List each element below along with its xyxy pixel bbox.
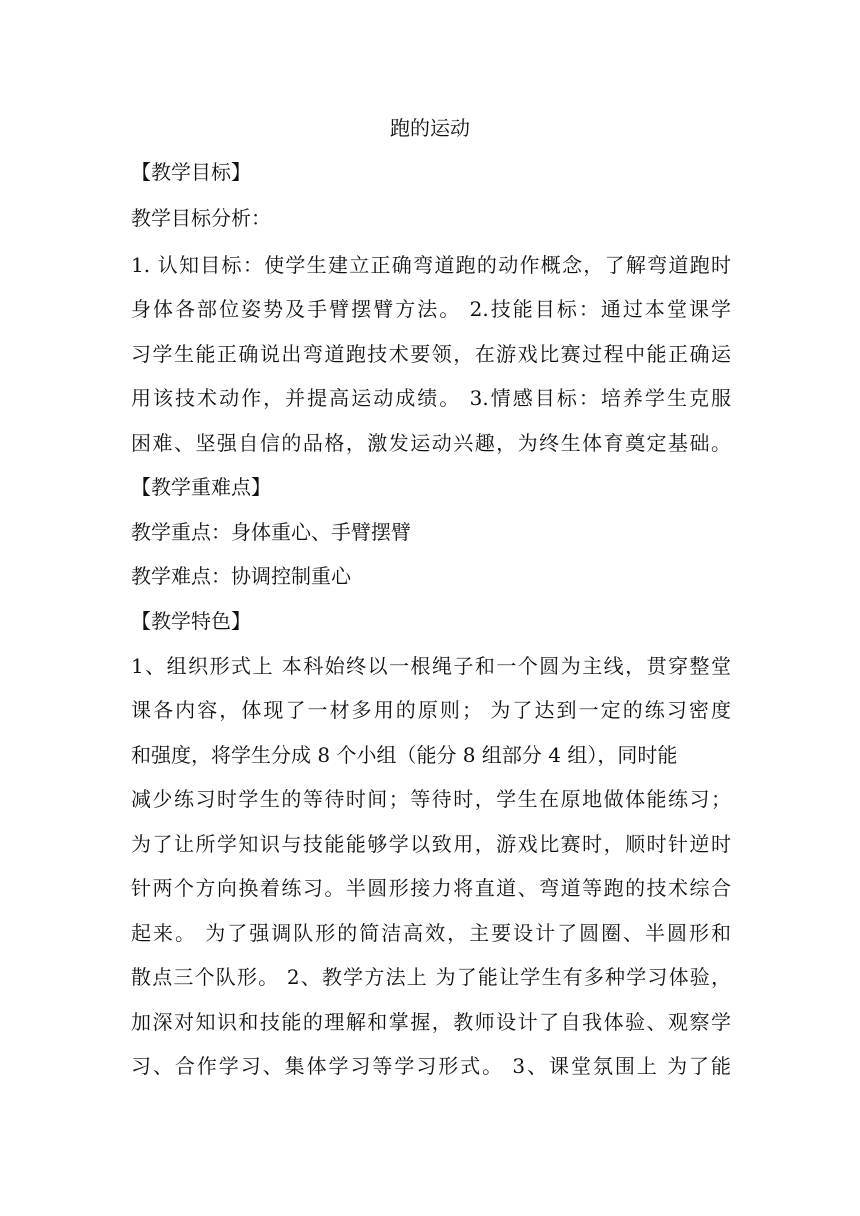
paragraph-line: 针两个方向换着练习。半圆形接力将直道、弯道等跑的技术综合: [131, 876, 731, 900]
section-heading-features: 【教学特色】: [131, 609, 251, 633]
paragraph-line: 为了让所学知识与技能能够学以致用，游戏比赛时，顺时针逆时: [131, 832, 731, 856]
section-heading-objectives: 【教学目标】: [131, 160, 251, 184]
paragraph-line: 身体各部位姿势及手臂摆臂方法。 2.技能目标：通过本堂课学: [131, 297, 731, 321]
paragraph-line: 起来。 为了强调队形的简洁高效，主要设计了圆圈、半圆形和: [131, 921, 731, 945]
key-point-line: 教学重点：身体重心、手臂摆臂: [131, 520, 411, 544]
paragraph-line: 习学生能正确说出弯道跑技术要领，在游戏比赛过程中能正确运: [131, 342, 731, 366]
paragraph-line: 1. 认知目标：使学生建立正确弯道跑的动作概念，了解弯道跑时: [131, 253, 731, 277]
section-heading-key-points: 【教学重难点】: [131, 475, 271, 499]
difficulty-line: 教学难点：协调控制重心: [131, 564, 351, 588]
paragraph-line: 困难、坚强自信的品格，激发运动兴趣，为终生体育奠定基础。: [131, 431, 731, 455]
paragraph-line: 1、组织形式上 本科始终以一根绳子和一个圆为主线，贯穿整堂: [131, 654, 731, 678]
paragraph-line: 和强度，将学生分成 8 个小组（能分 8 组部分 4 组），同时能: [131, 743, 678, 767]
paragraph-line: 散点三个队形。 2、教学方法上 为了能让学生有多种学习体验，: [131, 965, 731, 989]
paragraph-line: 加深对知识和技能的理解和掌握，教师设计了自我体验、观察学: [131, 1010, 731, 1034]
objectives-analysis-label: 教学目标分析：: [131, 206, 271, 230]
paragraph-line: 课各内容，体现了一材多用的原则； 为了达到一定的练习密度: [131, 698, 731, 722]
paragraph-line: 减少练习时学生的等待时间；等待时，学生在原地做体能练习；: [131, 787, 731, 811]
document-title: 跑的运动: [390, 116, 470, 140]
paragraph-line: 用该技术动作，并提高运动成绩。 3.情感目标：培养学生克服: [131, 386, 731, 410]
paragraph-line: 习、合作学习、集体学习等学习形式。 3、课堂氛围上 为了能: [131, 1054, 731, 1078]
